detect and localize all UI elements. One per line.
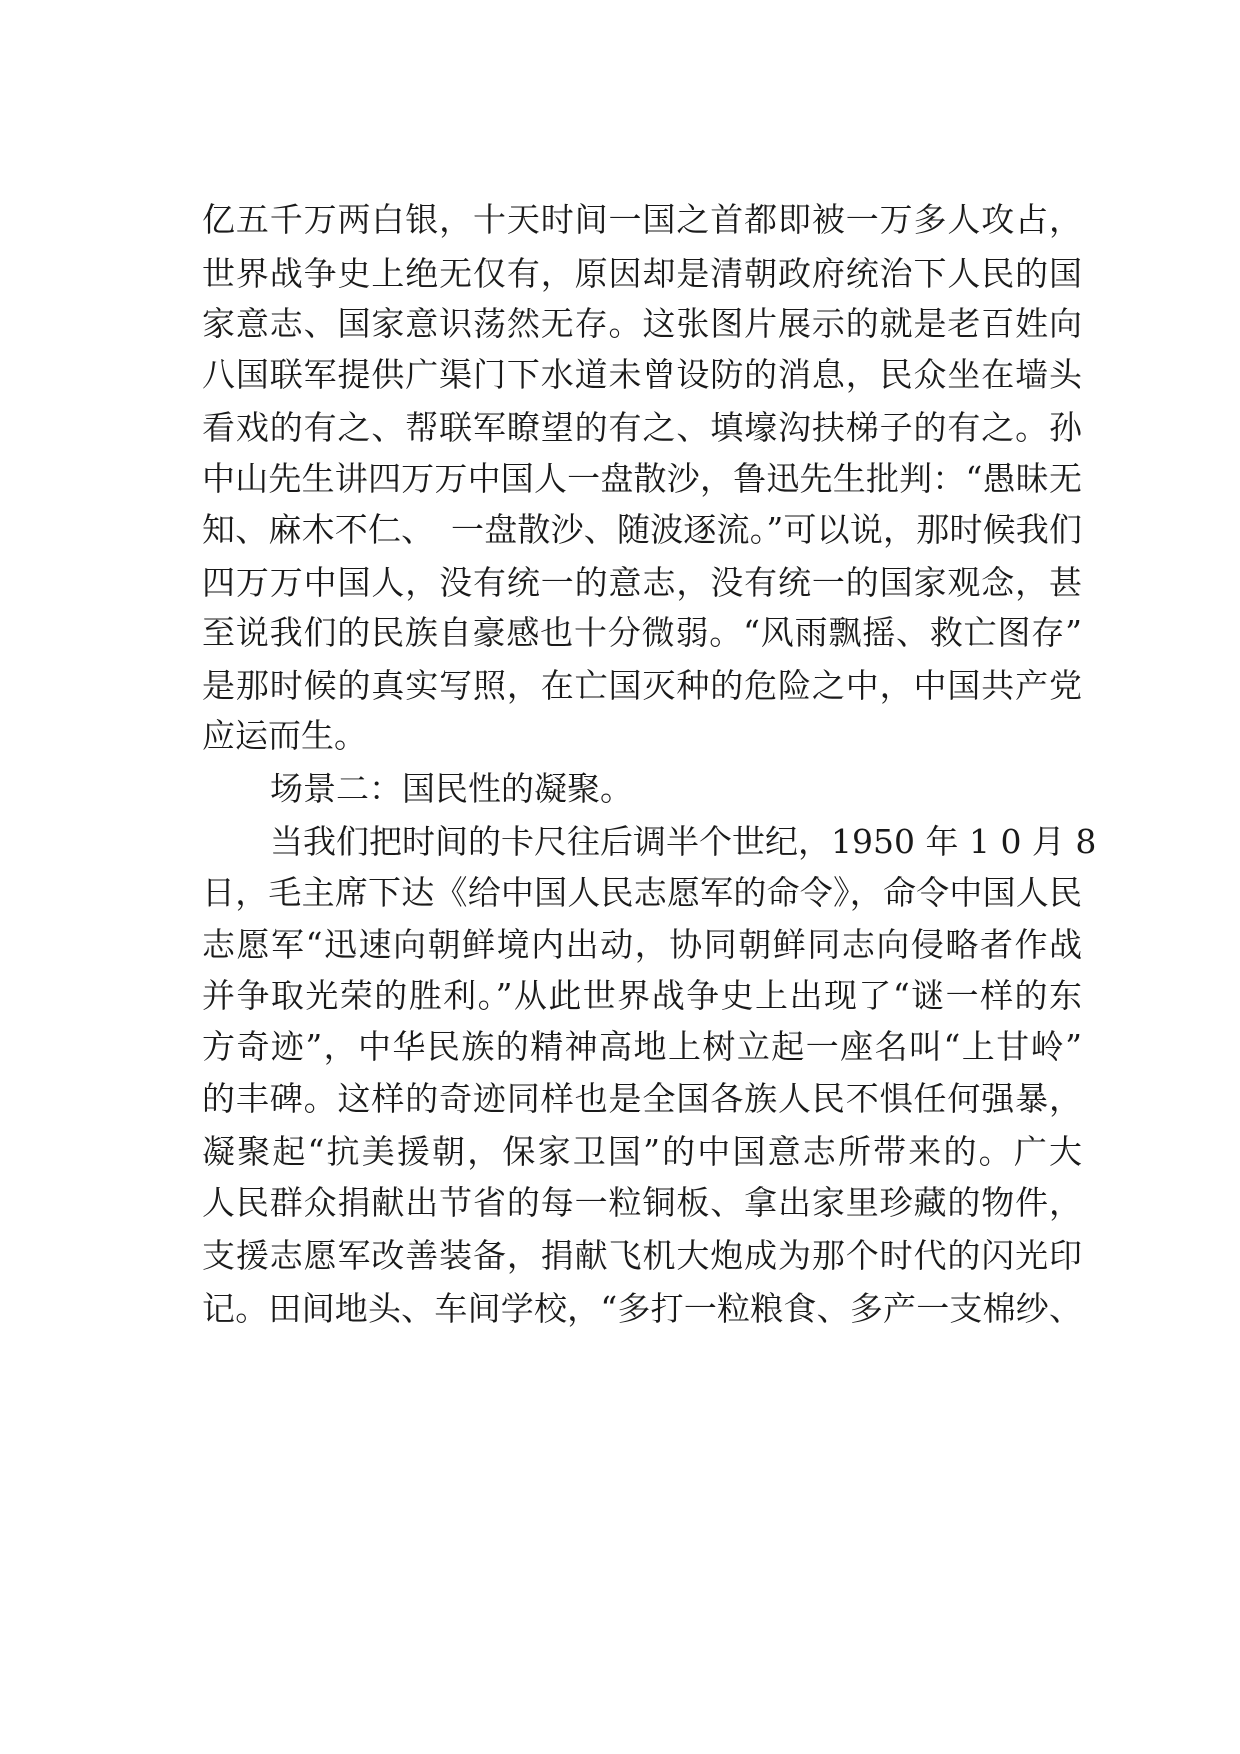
text-line: 应运而生。: [202, 716, 367, 755]
text-line: 志愿军“迅速向朝鲜境内出动，协同朝鲜同志向侵略者作战: [202, 925, 1082, 964]
text-line: 中山先生讲四万万中国人一盘散沙，鲁迅先生批判：“愚昧无: [202, 459, 1082, 498]
text-line: 世界战争史上绝无仅有，原因却是清朝政府统治下人民的国: [202, 254, 1082, 293]
text-line: 亿五千万两白银，十天时间一国之首都即被一万多人攻占，: [202, 200, 1082, 239]
section-heading: 场景二：国民性的凝聚。: [270, 769, 633, 808]
text-line: 凝聚起“抗美援朝，保家卫国”的中国意志所带来的。广大: [202, 1132, 1082, 1171]
text-line: 家意志、国家意识荡然无存。这张图片展示的就是老百姓向: [202, 304, 1082, 343]
text-line: 并争取光荣的胜利。”从此世界战争史上出现了“谜一样的东: [202, 976, 1082, 1015]
text-line: 的丰碑。这样的奇迹同样也是全国各族人民不惧任何强暴，: [202, 1079, 1082, 1118]
text-line: 至说我们的民族自豪感也十分微弱。“风雨飘摇、救亡图存”: [202, 613, 1082, 652]
text-line: 八国联军提供广渠门下水道未曾设防的消息，民众坐在墙头: [202, 355, 1082, 394]
text-line: 人民群众捐献出节省的每一粒铜板、拿出家里珍藏的物件，: [202, 1183, 1082, 1222]
text-line: 日，毛主席下达《给中国人民志愿军的命令》，命令中国人民: [202, 873, 1082, 912]
text-line: 知、麻木不仁、 一盘散沙、随波逐流。”可以说，那时候我们: [202, 510, 1082, 549]
text-line: 支援志愿军改善装备，捐献飞机大炮成为那个时代的闪光印: [202, 1236, 1082, 1275]
text-line: 记。田间地头、车间学校，“多打一粒粮食、多产一支棉纱、: [202, 1289, 1082, 1328]
text-line: 看戏的有之、帮联军瞭望的有之、填壕沟扶梯子的有之。孙: [202, 408, 1082, 447]
text-line: 四万万中国人，没有统一的意志，没有统一的国家观念，甚: [202, 563, 1082, 602]
text-line: 是那时候的真实写照，在亡国灭种的危险之中，中国共产党: [202, 666, 1082, 705]
text-line: 方奇迹”，中华民族的精神高地上树立起一座名叫“上甘岭”: [202, 1027, 1082, 1066]
text-line: 当我们把时间的卡尺往后调半个世纪，1950 年 1 0 月 8: [270, 822, 1097, 861]
